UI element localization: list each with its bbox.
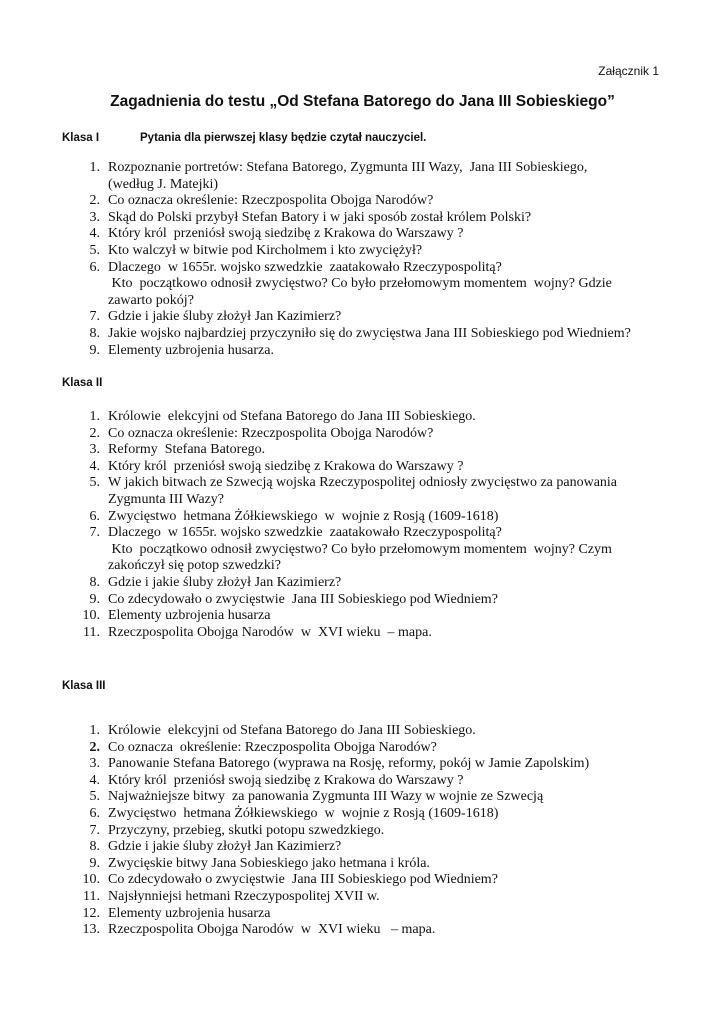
question-text-line: Co oznacza określenie: Rzeczpospolita Obojga Narodów? — [108, 739, 437, 755]
question-number: 11. — [83, 624, 100, 640]
question-text-line: Gdzie i jakie śluby złożył Jan Kazimierz? — [108, 309, 342, 325]
question-item — [80, 839, 670, 856]
question-item — [80, 260, 670, 310]
question-number: 13. — [82, 922, 100, 938]
question-number: 1. — [89, 409, 100, 424]
question-number: 3. — [89, 442, 100, 458]
question-number: 7. — [89, 309, 100, 325]
question-list-klasa-3 — [80, 723, 670, 939]
question-item — [80, 426, 670, 443]
question-item — [80, 475, 670, 508]
question-text-line: W jakich bitwach ze Szwecją wojska Rzeczypospolitej odniosły zwycięstwo za panowania — [108, 475, 618, 491]
question-item — [80, 740, 670, 757]
question-number: 4. — [89, 772, 100, 788]
question-text-line: Elementy uzbrojenia husarza. — [108, 342, 274, 358]
section-note-klasa-1: Pytania dla pierwszej klasy będzie czytał nauczyciel. — [140, 132, 427, 144]
section-heading-klasa-2: Klasa II — [62, 377, 103, 389]
question-number: 3. — [89, 209, 100, 225]
question-item — [80, 608, 670, 625]
question-text-line: Reformy Stefana Batorego. — [108, 442, 266, 458]
question-item — [80, 823, 670, 840]
question-text-line: Co zdecydowało o zwycięstwie Jana III Sobieskiego pod Wiedniem? — [108, 872, 498, 888]
question-text-line: Zwycięstwo hetmana Żółkiewskiego w wojnie z Rosją (1609-1618) — [108, 508, 499, 524]
question-text-line: Skąd do Polski przybył Stefan Batory i w jaki sposób został królem Polski? — [108, 209, 532, 225]
question-number: 3. — [89, 756, 100, 772]
question-text-line: Zwycięskie bitwy Jana Sobieskiego jako hetmana i króla. — [108, 855, 430, 871]
question-text-line: Co zdecydowało o zwycięstwie Jana III Sobieskiego pod Wiedniem? — [108, 591, 498, 607]
question-number: 8. — [89, 839, 100, 855]
question-text-line: Który król przeniósł swoją siedzibę z Krakowa do Warszawy ? — [108, 226, 464, 242]
question-text-line: Jakie wojsko najbardziej przyczyniło się do zwycięstwa Jana III Sobieskiego pod Wiedniem? — [108, 325, 631, 341]
question-item — [80, 625, 670, 642]
question-number: 4. — [89, 226, 100, 242]
question-number: 1. — [89, 723, 100, 738]
question-text-line: Najważniejsze bitwy za panowania Zygmunta III Wazy w wojnie ze Szwecją — [108, 789, 544, 805]
question-text-line: Co oznacza określenie: Rzeczpospolita Obojga Narodów? — [108, 193, 434, 209]
question-text-line: Elementy uzbrojenia husarza — [108, 608, 271, 624]
question-item — [80, 525, 670, 575]
question-item — [80, 343, 670, 360]
question-text-line: zawarto pokój? — [108, 292, 194, 308]
question-item — [80, 789, 670, 806]
question-text-line: Rozpoznanie portretów: Stefana Batorego, Zygmunta III Wazy, Jana III Sobieskiego, — [108, 160, 588, 175]
question-number: 6. — [89, 259, 100, 275]
question-item — [80, 773, 670, 790]
section-heading-klasa-3: Klasa III — [62, 680, 106, 692]
question-text-line: Najsłynniejsi hetmani Rzeczypospolitej XVII w. — [108, 888, 380, 904]
question-number: 10. — [82, 872, 100, 888]
question-text-line: Zygmunta III Wazy? — [108, 491, 225, 507]
question-text-line: Elementy uzbrojenia husarza — [108, 905, 271, 921]
question-list-klasa-2 — [80, 409, 670, 641]
question-text-line: Kto walczył w bitwie pod Kircholmem i kto zwyciężył? — [108, 242, 423, 258]
question-text-line: Gdzie i jakie śluby złożył Jan Kazimierz? — [108, 574, 342, 590]
question-text-line: Panowanie Stefana Batorego (wyprawa na Rosję, reformy, pokój w Jamie Zapolskim) — [108, 756, 590, 772]
question-number: 8. — [89, 574, 100, 590]
question-item — [80, 592, 670, 609]
question-text-line: Co oznacza określenie: Rzeczpospolita Obojga Narodów? — [108, 425, 434, 441]
question-text-line: Królowie elekcyjni od Stefana Batorego do Jana III Sobieskiego. — [108, 409, 476, 424]
question-item — [80, 309, 670, 326]
question-number: 5. — [89, 789, 100, 805]
question-item — [80, 922, 670, 939]
section-heading-klasa-1: Klasa I — [62, 132, 100, 144]
question-item — [80, 409, 670, 426]
question-list-klasa-1 — [80, 160, 670, 359]
question-number: 4. — [89, 458, 100, 474]
question-item — [80, 756, 670, 773]
question-item — [80, 226, 670, 243]
question-number: 2. — [89, 193, 100, 209]
question-number: 9. — [89, 342, 100, 358]
question-number: 2. — [89, 739, 100, 755]
question-item — [80, 509, 670, 526]
question-number: 12. — [82, 905, 100, 921]
question-text-line: Zwycięstwo hetmana Żółkiewskiego w wojnie z Rosją (1609-1618) — [108, 805, 499, 821]
question-text-line: Rzeczpospolita Obojga Narodów w XVI wieku – mapa. — [108, 922, 436, 938]
question-number: 7. — [89, 525, 100, 541]
question-item — [80, 889, 670, 906]
question-text-line: Gdzie i jakie śluby złożył Jan Kazimierz? — [108, 839, 342, 855]
question-text-line: Kto początkowo odnosił zwycięstwo? Co było przełomowym momentem wojny? Czym — [108, 541, 612, 557]
question-item — [80, 193, 670, 210]
question-text-line: Rzeczpospolita Obojga Narodów w XVI wieku – mapa. — [108, 624, 432, 640]
question-item — [80, 160, 670, 193]
question-text-line: Kto początkowo odnosił zwycięstwo? Co było przełomowym momentem wojny? Gdzie — [108, 276, 612, 292]
question-number: 9. — [89, 855, 100, 871]
question-text-line: Dlaczego w 1655r. wojsko szwedzkie zaatakowało Rzeczypospolitą? — [108, 525, 502, 541]
question-number: 7. — [89, 822, 100, 838]
question-item — [80, 906, 670, 923]
document-title: Zagadnienia do testu „Od Stefana Batorego do Jana III Sobieskiego” — [110, 93, 615, 110]
question-item — [80, 243, 670, 260]
question-text-line: (według J. Matejki) — [108, 176, 219, 192]
question-number: 6. — [89, 508, 100, 524]
question-item — [80, 872, 670, 889]
question-item — [80, 723, 670, 740]
question-number: 1. — [89, 160, 100, 175]
question-number: 9. — [89, 591, 100, 607]
question-number: 2. — [89, 425, 100, 441]
question-number: 10. — [82, 608, 100, 624]
attachment-label: Załącznik 1 — [598, 64, 659, 78]
question-item — [80, 856, 670, 873]
question-item — [80, 459, 670, 476]
question-text-line: Który król przeniósł swoją siedzibę z Krakowa do Warszawy ? — [108, 772, 464, 788]
question-item — [80, 326, 670, 343]
question-item — [80, 442, 670, 459]
question-number: 6. — [89, 805, 100, 821]
question-text-line: Przyczyny, przebieg, skutki potopu szwedzkiego. — [108, 822, 385, 838]
question-text-line: Dlaczego w 1655r. wojsko szwedzkie zaatakowało Rzeczypospolitą? — [108, 259, 502, 275]
question-number: 5. — [89, 242, 100, 258]
question-text-line: Królowie elekcyjni od Stefana Batorego do Jana III Sobieskiego. — [108, 723, 476, 738]
question-number: 8. — [89, 325, 100, 341]
question-item — [80, 210, 670, 227]
question-text-line: zakończył się potop szwedzki? — [108, 558, 281, 574]
question-item — [80, 806, 670, 823]
question-item — [80, 575, 670, 592]
question-number: 5. — [89, 475, 100, 491]
question-text-line: Który król przeniósł swoją siedzibę z Krakowa do Warszawy ? — [108, 458, 464, 474]
question-number: 11. — [83, 888, 100, 904]
